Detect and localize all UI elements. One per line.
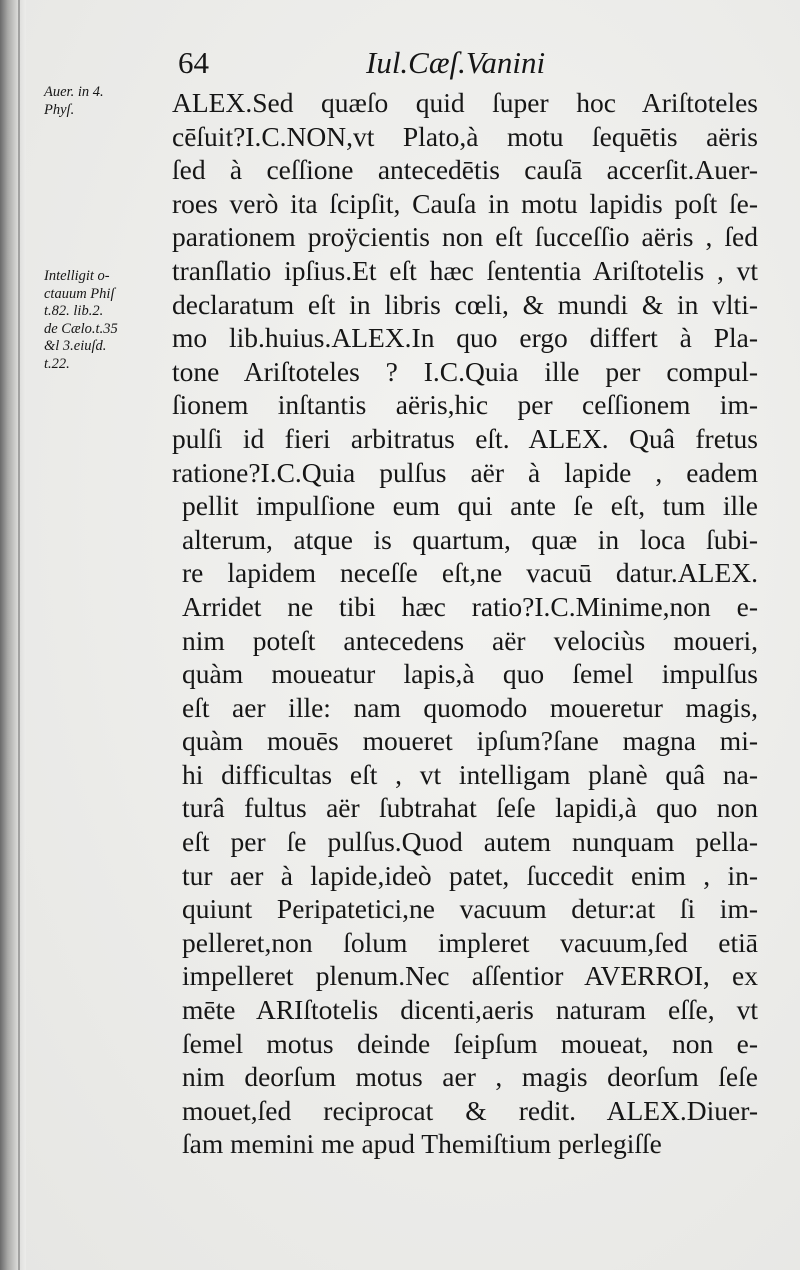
margin-note-line: Auer. in 4. xyxy=(44,84,104,100)
page-number: 64 xyxy=(178,45,209,80)
text-line: pellit impulſione eum qui ante ſe eſt, tum ille xyxy=(182,490,758,522)
text-line: mouet,ſed reciprocat & redit. ALEX.Diuer- xyxy=(182,1094,758,1126)
text-line: pelleret,non ſolum impleret vacuum,ſed etiā xyxy=(182,926,758,958)
margin-note-line: &l 3.eiuſd. xyxy=(44,338,107,354)
text-line: ratione?I.C.Quia pulſus aër à lapide , eadem xyxy=(172,456,758,488)
text-line: parationem proÿcientis non eſt ſucceſſio aëris , ſed xyxy=(172,221,758,253)
margin-note-averroes xyxy=(44,84,176,119)
text-line: ſed à ceſſione antecedētis cauſā accerſit.Auer- xyxy=(172,154,758,186)
text-line: ſemel motus deinde ſeipſum moueat, non e- xyxy=(182,1027,758,1059)
margin-note-intelligit xyxy=(44,268,176,373)
margin-note-line: ctauum Phiſ xyxy=(44,285,115,302)
text-line: cēſuit?I.C.NON,vt Plato,à motu ſequētis aëris xyxy=(172,120,758,152)
text-line: hi difficultas eſt , vt intelligam planè quâ na- xyxy=(182,758,758,790)
margin-note-line: Intelligit o- xyxy=(44,268,110,284)
text-line: pulſi id fieri arbitratus eſt. ALEX. Quâ fretus xyxy=(172,422,758,454)
text-line: mēte ARIſtotelis dicenti,aeris naturam eſſe, vt xyxy=(182,994,758,1026)
margin-note-line: Phyſ. xyxy=(44,101,75,118)
text-line: quiunt Peripatetici,ne vacuum detur:at ſi im- xyxy=(182,893,758,925)
text-line: roes verò ita ſcipſit, Cauſa in motu lapidis poſt ſe- xyxy=(172,187,758,219)
text-line: re lapidem neceſſe eſt,ne vacuū datur.ALEX. xyxy=(182,557,758,589)
text-line: tur aer à lapide,ideò patet, ſuccedit enim , in- xyxy=(182,859,758,891)
margin-note-line: de Cælo.t.35 xyxy=(44,320,118,337)
margin-note-line: t.82. lib.2. xyxy=(44,303,104,319)
text-line: ſionem inſtantis aëris,hic per ceſſionem im- xyxy=(172,389,758,421)
text-line: turâ fultus aër ſubtrahat ſeſe lapidi,à quo non xyxy=(182,792,758,824)
text-line: ALEX.Sed quæſo quid ſuper hoc Ariſtoteles xyxy=(172,87,758,118)
text-line: ſam memini me apud Themiſtium perlegiſſe xyxy=(182,1128,662,1160)
gutter-shadow xyxy=(0,0,26,1270)
text-line: impelleret plenum.Nec aſſentior AVERROI, ex xyxy=(182,960,758,992)
text-line: alterum, atque is quartum, quæ in loca ſubi- xyxy=(182,523,758,555)
text-line: eſt aer ille: nam quomodo moueretur magis, xyxy=(182,691,758,723)
body-text xyxy=(172,86,758,1161)
text-line: declaratum eſt in libris cœli, & mundi & in vlti- xyxy=(172,288,758,320)
text-line: quàm moueatur lapis,à quo ſemel impulſus xyxy=(182,658,758,690)
text-line: Arridet ne tibi hæc ratio?I.C.Minime,non e- xyxy=(182,590,758,622)
text-line: nim poteſt antecedens aër velociùs moueri, xyxy=(182,624,758,656)
text-line: tone Ariſtoteles ? I.C.Quia ille per compul- xyxy=(172,355,758,387)
text-line: mo lib.huius.ALEX.In quo ergo differt à Pla- xyxy=(172,322,758,354)
text-line: nim deorſum motus aer , magis deorſum ſeſe xyxy=(182,1061,758,1093)
margin-note-line: t.22. xyxy=(44,355,70,372)
text-line: quàm mouēs moueret ipſum?ſane magna mi- xyxy=(182,725,758,757)
text-line: eſt per ſe pulſus.Quod autem nunquam pella- xyxy=(182,826,758,858)
gutter-line xyxy=(18,0,20,1270)
running-head: Iul.Cæſ.Vanini xyxy=(366,45,546,80)
text-line: tranſlatio ipſius.Et eſt hæc ſententia Ariſtotelis , vt xyxy=(172,254,758,286)
